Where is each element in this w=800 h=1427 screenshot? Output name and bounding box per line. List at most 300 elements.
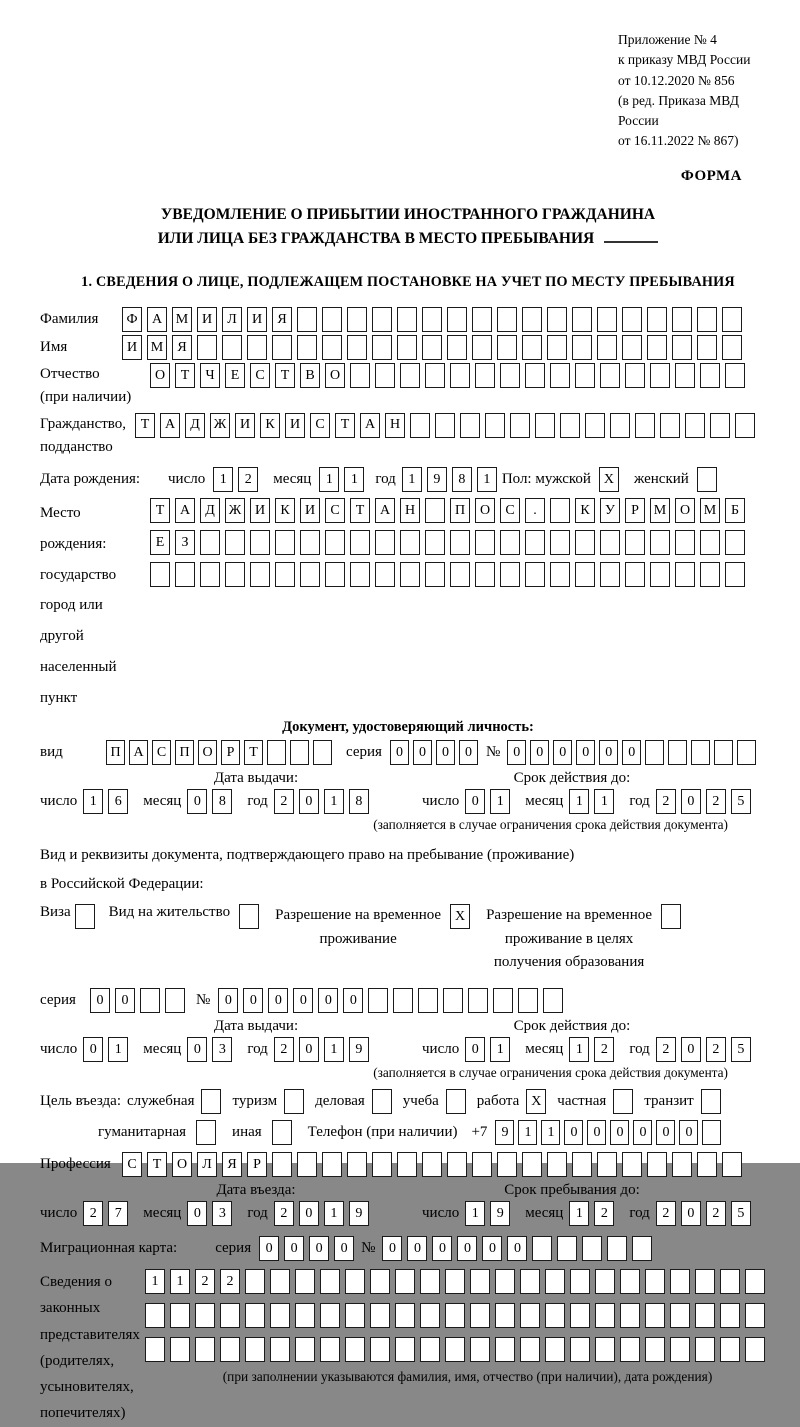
form-cell[interactable]: А	[129, 740, 148, 765]
form-cell[interactable]: 0	[436, 740, 455, 765]
form-cell[interactable]	[145, 1303, 165, 1328]
form-cell[interactable]	[647, 307, 667, 332]
form-cell[interactable]: 0	[622, 740, 641, 765]
form-cell[interactable]	[725, 363, 745, 388]
form-cell[interactable]: Я	[222, 1152, 242, 1177]
form-cell[interactable]: 2	[195, 1269, 215, 1294]
form-cell[interactable]: 0	[382, 1236, 402, 1261]
form-cell[interactable]	[570, 1269, 590, 1294]
form-cell[interactable]: Т	[135, 413, 155, 438]
form-cell[interactable]	[722, 307, 742, 332]
form-cell[interactable]: 0	[633, 1120, 652, 1145]
form-cell[interactable]: Ф	[122, 307, 142, 332]
form-cell[interactable]	[625, 363, 645, 388]
form-cell[interactable]	[472, 1152, 492, 1177]
form-cell[interactable]	[347, 335, 367, 360]
form-cell[interactable]	[525, 562, 545, 587]
form-cell[interactable]: А	[147, 307, 167, 332]
form-cell[interactable]	[647, 1152, 667, 1177]
form-cell[interactable]: 8	[212, 789, 232, 814]
form-cell[interactable]: 0	[564, 1120, 583, 1145]
form-cell[interactable]	[550, 562, 570, 587]
form-cell[interactable]: 1	[83, 789, 103, 814]
form-cell[interactable]: 1	[594, 789, 614, 814]
form-cell[interactable]	[445, 1303, 465, 1328]
form-cell[interactable]	[735, 413, 755, 438]
form-cell[interactable]	[622, 335, 642, 360]
form-cell[interactable]	[595, 1269, 615, 1294]
form-cell[interactable]	[550, 530, 570, 555]
form-cell[interactable]: 0	[457, 1236, 477, 1261]
form-cell[interactable]: 0	[465, 789, 485, 814]
form-cell[interactable]	[295, 1269, 315, 1294]
form-cell[interactable]	[372, 1152, 392, 1177]
form-cell[interactable]: Н	[385, 413, 405, 438]
form-cell[interactable]: О	[172, 1152, 192, 1177]
form-cell[interactable]	[375, 363, 395, 388]
form-cell[interactable]	[220, 1337, 240, 1362]
form-cell[interactable]: Р	[247, 1152, 267, 1177]
form-cell[interactable]: И	[197, 307, 217, 332]
form-cell[interactable]: А	[160, 413, 180, 438]
form-cell[interactable]	[645, 1269, 665, 1294]
form-cell[interactable]	[447, 1152, 467, 1177]
form-cell[interactable]	[607, 1236, 627, 1261]
form-cell[interactable]	[397, 307, 417, 332]
form-cell[interactable]	[575, 363, 595, 388]
form-cell[interactable]	[745, 1269, 765, 1294]
form-cell[interactable]: Л	[197, 1152, 217, 1177]
form-cell[interactable]	[475, 363, 495, 388]
temp-residence-edu-checkbox[interactable]	[661, 904, 681, 929]
form-cell[interactable]: Т	[175, 363, 195, 388]
form-cell[interactable]	[660, 413, 680, 438]
form-cell[interactable]: 1	[344, 467, 364, 492]
form-cell[interactable]	[697, 335, 717, 360]
form-cell[interactable]	[525, 530, 545, 555]
form-cell[interactable]: Я	[172, 335, 192, 360]
form-cell[interactable]: 1	[170, 1269, 190, 1294]
form-cell[interactable]: Ж	[210, 413, 230, 438]
form-cell[interactable]	[267, 740, 286, 765]
form-cell[interactable]: 0	[318, 988, 338, 1013]
form-cell[interactable]: 1	[324, 1037, 344, 1062]
form-cell[interactable]	[545, 1337, 565, 1362]
form-cell[interactable]	[320, 1303, 340, 1328]
form-cell[interactable]	[220, 1303, 240, 1328]
form-cell[interactable]	[245, 1269, 265, 1294]
form-cell[interactable]	[395, 1269, 415, 1294]
form-cell[interactable]: А	[175, 498, 195, 523]
form-cell[interactable]	[372, 307, 392, 332]
form-cell[interactable]	[372, 335, 392, 360]
form-cell[interactable]	[410, 413, 430, 438]
form-cell[interactable]	[695, 1269, 715, 1294]
form-cell[interactable]	[545, 1269, 565, 1294]
form-cell[interactable]: К	[260, 413, 280, 438]
form-cell[interactable]	[595, 1337, 615, 1362]
purpose-business-checkbox[interactable]	[201, 1089, 221, 1114]
form-cell[interactable]: 1	[541, 1120, 560, 1145]
form-cell[interactable]	[368, 988, 388, 1013]
form-cell[interactable]	[600, 562, 620, 587]
form-cell[interactable]	[545, 1303, 565, 1328]
form-cell[interactable]	[475, 530, 495, 555]
form-cell[interactable]	[722, 1152, 742, 1177]
form-cell[interactable]: 1	[324, 789, 344, 814]
form-cell[interactable]: 8	[349, 789, 369, 814]
form-cell[interactable]	[322, 335, 342, 360]
form-cell[interactable]	[195, 1303, 215, 1328]
form-cell[interactable]	[745, 1337, 765, 1362]
form-cell[interactable]	[400, 530, 420, 555]
form-cell[interactable]: 9	[349, 1201, 369, 1226]
form-cell[interactable]	[585, 413, 605, 438]
form-cell[interactable]	[245, 1337, 265, 1362]
form-cell[interactable]: 0	[507, 1236, 527, 1261]
form-cell[interactable]: 2	[83, 1201, 103, 1226]
form-cell[interactable]: С	[500, 498, 520, 523]
form-cell[interactable]	[222, 335, 242, 360]
form-cell[interactable]: 9	[427, 467, 447, 492]
form-cell[interactable]	[557, 1236, 577, 1261]
form-cell[interactable]: 6	[108, 789, 128, 814]
form-cell[interactable]: Д	[185, 413, 205, 438]
form-cell[interactable]	[150, 562, 170, 587]
form-cell[interactable]	[275, 530, 295, 555]
form-cell[interactable]: 2	[594, 1037, 614, 1062]
form-cell[interactable]: Я	[272, 307, 292, 332]
form-cell[interactable]	[320, 1269, 340, 1294]
form-cell[interactable]: 0	[587, 1120, 606, 1145]
form-cell[interactable]	[522, 307, 542, 332]
form-cell[interactable]: Т	[350, 498, 370, 523]
form-cell[interactable]	[625, 562, 645, 587]
purpose-commercial-checkbox[interactable]	[372, 1089, 392, 1114]
form-cell[interactable]: 2	[656, 1201, 676, 1226]
form-cell[interactable]: 5	[731, 789, 751, 814]
form-cell[interactable]	[597, 307, 617, 332]
form-cell[interactable]	[543, 988, 563, 1013]
form-cell[interactable]	[745, 1303, 765, 1328]
form-cell[interactable]	[400, 363, 420, 388]
form-cell[interactable]	[443, 988, 463, 1013]
form-cell[interactable]: 0	[507, 740, 526, 765]
form-cell[interactable]	[435, 413, 455, 438]
form-cell[interactable]: 0	[576, 740, 595, 765]
form-cell[interactable]	[570, 1303, 590, 1328]
form-cell[interactable]: М	[172, 307, 192, 332]
residence-permit-checkbox[interactable]	[239, 904, 259, 929]
form-cell[interactable]: П	[106, 740, 125, 765]
form-cell[interactable]: 5	[731, 1037, 751, 1062]
form-cell[interactable]	[495, 1337, 515, 1362]
form-cell[interactable]	[595, 1303, 615, 1328]
form-cell[interactable]: 2	[706, 789, 726, 814]
form-cell[interactable]: 8	[452, 467, 472, 492]
form-cell[interactable]: 0	[681, 1037, 701, 1062]
form-cell[interactable]	[425, 498, 445, 523]
form-cell[interactable]	[520, 1337, 540, 1362]
form-cell[interactable]	[300, 562, 320, 587]
form-cell[interactable]	[450, 363, 470, 388]
form-cell[interactable]	[485, 413, 505, 438]
form-cell[interactable]	[720, 1337, 740, 1362]
form-cell[interactable]	[722, 335, 742, 360]
form-cell[interactable]	[670, 1337, 690, 1362]
form-cell[interactable]	[145, 1337, 165, 1362]
form-cell[interactable]	[547, 335, 567, 360]
form-cell[interactable]	[350, 562, 370, 587]
form-cell[interactable]	[697, 307, 717, 332]
form-cell[interactable]	[597, 335, 617, 360]
form-cell[interactable]	[597, 1152, 617, 1177]
form-cell[interactable]	[697, 1152, 717, 1177]
form-cell[interactable]: 0	[553, 740, 572, 765]
form-cell[interactable]	[472, 335, 492, 360]
form-cell[interactable]: И	[285, 413, 305, 438]
form-cell[interactable]	[422, 1152, 442, 1177]
form-cell[interactable]	[320, 1337, 340, 1362]
form-cell[interactable]: 0	[407, 1236, 427, 1261]
form-cell[interactable]: 0	[343, 988, 363, 1013]
form-cell[interactable]	[737, 740, 756, 765]
form-cell[interactable]	[702, 1120, 721, 1145]
form-cell[interactable]	[547, 1152, 567, 1177]
form-cell[interactable]: 0	[187, 1201, 207, 1226]
form-cell[interactable]: 0	[293, 988, 313, 1013]
form-cell[interactable]	[425, 562, 445, 587]
form-cell[interactable]	[714, 740, 733, 765]
form-cell[interactable]: 1	[569, 789, 589, 814]
form-cell[interactable]	[370, 1337, 390, 1362]
form-cell[interactable]	[250, 562, 270, 587]
form-cell[interactable]	[272, 335, 292, 360]
form-cell[interactable]: 0	[459, 740, 478, 765]
form-cell[interactable]	[225, 530, 245, 555]
form-cell[interactable]	[295, 1303, 315, 1328]
form-cell[interactable]: 2	[594, 1201, 614, 1226]
form-cell[interactable]	[250, 530, 270, 555]
form-cell[interactable]: О	[150, 363, 170, 388]
form-cell[interactable]: Н	[400, 498, 420, 523]
form-cell[interactable]: 0	[299, 1037, 319, 1062]
form-cell[interactable]: Т	[275, 363, 295, 388]
form-cell[interactable]	[522, 335, 542, 360]
form-cell[interactable]	[670, 1269, 690, 1294]
form-cell[interactable]: Д	[200, 498, 220, 523]
form-cell[interactable]	[470, 1269, 490, 1294]
form-cell[interactable]: А	[375, 498, 395, 523]
form-cell[interactable]: Л	[222, 307, 242, 332]
form-cell[interactable]	[418, 988, 438, 1013]
form-cell[interactable]	[270, 1269, 290, 1294]
form-cell[interactable]: М	[700, 498, 720, 523]
form-cell[interactable]	[245, 1303, 265, 1328]
form-cell[interactable]: И	[122, 335, 142, 360]
form-cell[interactable]	[695, 1303, 715, 1328]
form-cell[interactable]	[472, 307, 492, 332]
form-cell[interactable]	[140, 988, 160, 1013]
form-cell[interactable]	[725, 530, 745, 555]
form-cell[interactable]	[297, 307, 317, 332]
form-cell[interactable]: 0	[299, 789, 319, 814]
form-cell[interactable]	[375, 562, 395, 587]
form-cell[interactable]: Т	[147, 1152, 167, 1177]
form-cell[interactable]: К	[575, 498, 595, 523]
form-cell[interactable]	[170, 1337, 190, 1362]
form-cell[interactable]	[345, 1269, 365, 1294]
form-cell[interactable]: С	[310, 413, 330, 438]
form-cell[interactable]: 1	[324, 1201, 344, 1226]
form-cell[interactable]	[675, 530, 695, 555]
form-cell[interactable]	[272, 1152, 292, 1177]
form-cell[interactable]: 9	[495, 1120, 514, 1145]
form-cell[interactable]: 0	[299, 1201, 319, 1226]
form-cell[interactable]: У	[600, 498, 620, 523]
form-cell[interactable]	[290, 740, 309, 765]
form-cell[interactable]: З	[175, 530, 195, 555]
form-cell[interactable]: Ч	[200, 363, 220, 388]
form-cell[interactable]: 1	[213, 467, 233, 492]
form-cell[interactable]: Р	[625, 498, 645, 523]
form-cell[interactable]: 1	[569, 1201, 589, 1226]
form-cell[interactable]: И	[247, 307, 267, 332]
purpose-work-checkbox[interactable]: X	[526, 1089, 546, 1114]
form-cell[interactable]	[725, 562, 745, 587]
form-cell[interactable]: 0	[309, 1236, 329, 1261]
form-cell[interactable]: В	[300, 363, 320, 388]
form-cell[interactable]: 1	[477, 467, 497, 492]
form-cell[interactable]: 2	[706, 1037, 726, 1062]
form-cell[interactable]: 0	[334, 1236, 354, 1261]
form-cell[interactable]: С	[250, 363, 270, 388]
form-cell[interactable]: Т	[335, 413, 355, 438]
form-cell[interactable]	[620, 1303, 640, 1328]
form-cell[interactable]: 0	[530, 740, 549, 765]
form-cell[interactable]: 2	[656, 1037, 676, 1062]
form-cell[interactable]	[297, 335, 317, 360]
form-cell[interactable]	[560, 413, 580, 438]
form-cell[interactable]	[575, 562, 595, 587]
form-cell[interactable]	[345, 1337, 365, 1362]
form-cell[interactable]	[670, 1303, 690, 1328]
form-cell[interactable]	[325, 562, 345, 587]
form-cell[interactable]	[322, 1152, 342, 1177]
form-cell[interactable]	[197, 335, 217, 360]
form-cell[interactable]	[375, 530, 395, 555]
form-cell[interactable]	[200, 562, 220, 587]
purpose-humanitarian-checkbox[interactable]	[196, 1120, 216, 1145]
form-cell[interactable]	[422, 335, 442, 360]
form-cell[interactable]	[445, 1269, 465, 1294]
form-cell[interactable]: 0	[656, 1120, 675, 1145]
form-cell[interactable]	[475, 562, 495, 587]
form-cell[interactable]: 0	[187, 789, 207, 814]
form-cell[interactable]	[582, 1236, 602, 1261]
form-cell[interactable]	[695, 1337, 715, 1362]
form-cell[interactable]	[720, 1303, 740, 1328]
form-cell[interactable]: 2	[274, 1037, 294, 1062]
purpose-other-checkbox[interactable]	[272, 1120, 292, 1145]
form-cell[interactable]	[700, 363, 720, 388]
form-cell[interactable]	[620, 1269, 640, 1294]
form-cell[interactable]: 0	[413, 740, 432, 765]
form-cell[interactable]	[510, 413, 530, 438]
form-cell[interactable]: 1	[490, 1037, 510, 1062]
form-cell[interactable]: Б	[725, 498, 745, 523]
form-cell[interactable]	[470, 1303, 490, 1328]
form-cell[interactable]	[572, 1152, 592, 1177]
form-cell[interactable]	[535, 413, 555, 438]
form-cell[interactable]	[700, 530, 720, 555]
form-cell[interactable]	[620, 1337, 640, 1362]
form-cell[interactable]: 0	[679, 1120, 698, 1145]
form-cell[interactable]: С	[122, 1152, 142, 1177]
form-cell[interactable]: 0	[681, 1201, 701, 1226]
form-cell[interactable]	[420, 1269, 440, 1294]
purpose-study-checkbox[interactable]	[446, 1089, 466, 1114]
form-cell[interactable]	[270, 1303, 290, 1328]
form-cell[interactable]: О	[675, 498, 695, 523]
form-cell[interactable]	[225, 562, 245, 587]
form-cell[interactable]	[650, 530, 670, 555]
form-cell[interactable]: 0	[465, 1037, 485, 1062]
form-cell[interactable]	[647, 335, 667, 360]
form-cell[interactable]: П	[175, 740, 194, 765]
form-cell[interactable]: 3	[212, 1037, 232, 1062]
form-cell[interactable]: М	[147, 335, 167, 360]
form-cell[interactable]	[520, 1303, 540, 1328]
form-cell[interactable]: 2	[220, 1269, 240, 1294]
purpose-private-checkbox[interactable]	[613, 1089, 633, 1114]
form-cell[interactable]	[322, 307, 342, 332]
form-cell[interactable]	[450, 530, 470, 555]
form-cell[interactable]	[460, 413, 480, 438]
purpose-tourism-checkbox[interactable]	[284, 1089, 304, 1114]
form-cell[interactable]	[672, 335, 692, 360]
form-cell[interactable]	[397, 1152, 417, 1177]
form-cell[interactable]	[395, 1337, 415, 1362]
form-cell[interactable]: 0	[268, 988, 288, 1013]
form-cell[interactable]: К	[275, 498, 295, 523]
form-cell[interactable]: И	[300, 498, 320, 523]
visa-checkbox[interactable]	[75, 904, 95, 929]
form-cell[interactable]: 0	[432, 1236, 452, 1261]
form-cell[interactable]	[500, 530, 520, 555]
form-cell[interactable]	[425, 363, 445, 388]
form-cell[interactable]	[500, 562, 520, 587]
form-cell[interactable]	[650, 363, 670, 388]
form-cell[interactable]	[691, 740, 710, 765]
form-cell[interactable]	[400, 562, 420, 587]
form-cell[interactable]: Ж	[225, 498, 245, 523]
form-cell[interactable]	[447, 307, 467, 332]
form-cell[interactable]	[632, 1236, 652, 1261]
form-cell[interactable]: Т	[244, 740, 263, 765]
form-cell[interactable]: 1	[108, 1037, 128, 1062]
form-cell[interactable]	[200, 530, 220, 555]
form-cell[interactable]: М	[650, 498, 670, 523]
form-cell[interactable]	[570, 1337, 590, 1362]
form-cell[interactable]	[422, 307, 442, 332]
form-cell[interactable]	[547, 307, 567, 332]
form-cell[interactable]	[350, 363, 370, 388]
form-cell[interactable]: 2	[274, 1201, 294, 1226]
form-cell[interactable]	[347, 1152, 367, 1177]
form-cell[interactable]	[518, 988, 538, 1013]
form-cell[interactable]	[165, 988, 185, 1013]
